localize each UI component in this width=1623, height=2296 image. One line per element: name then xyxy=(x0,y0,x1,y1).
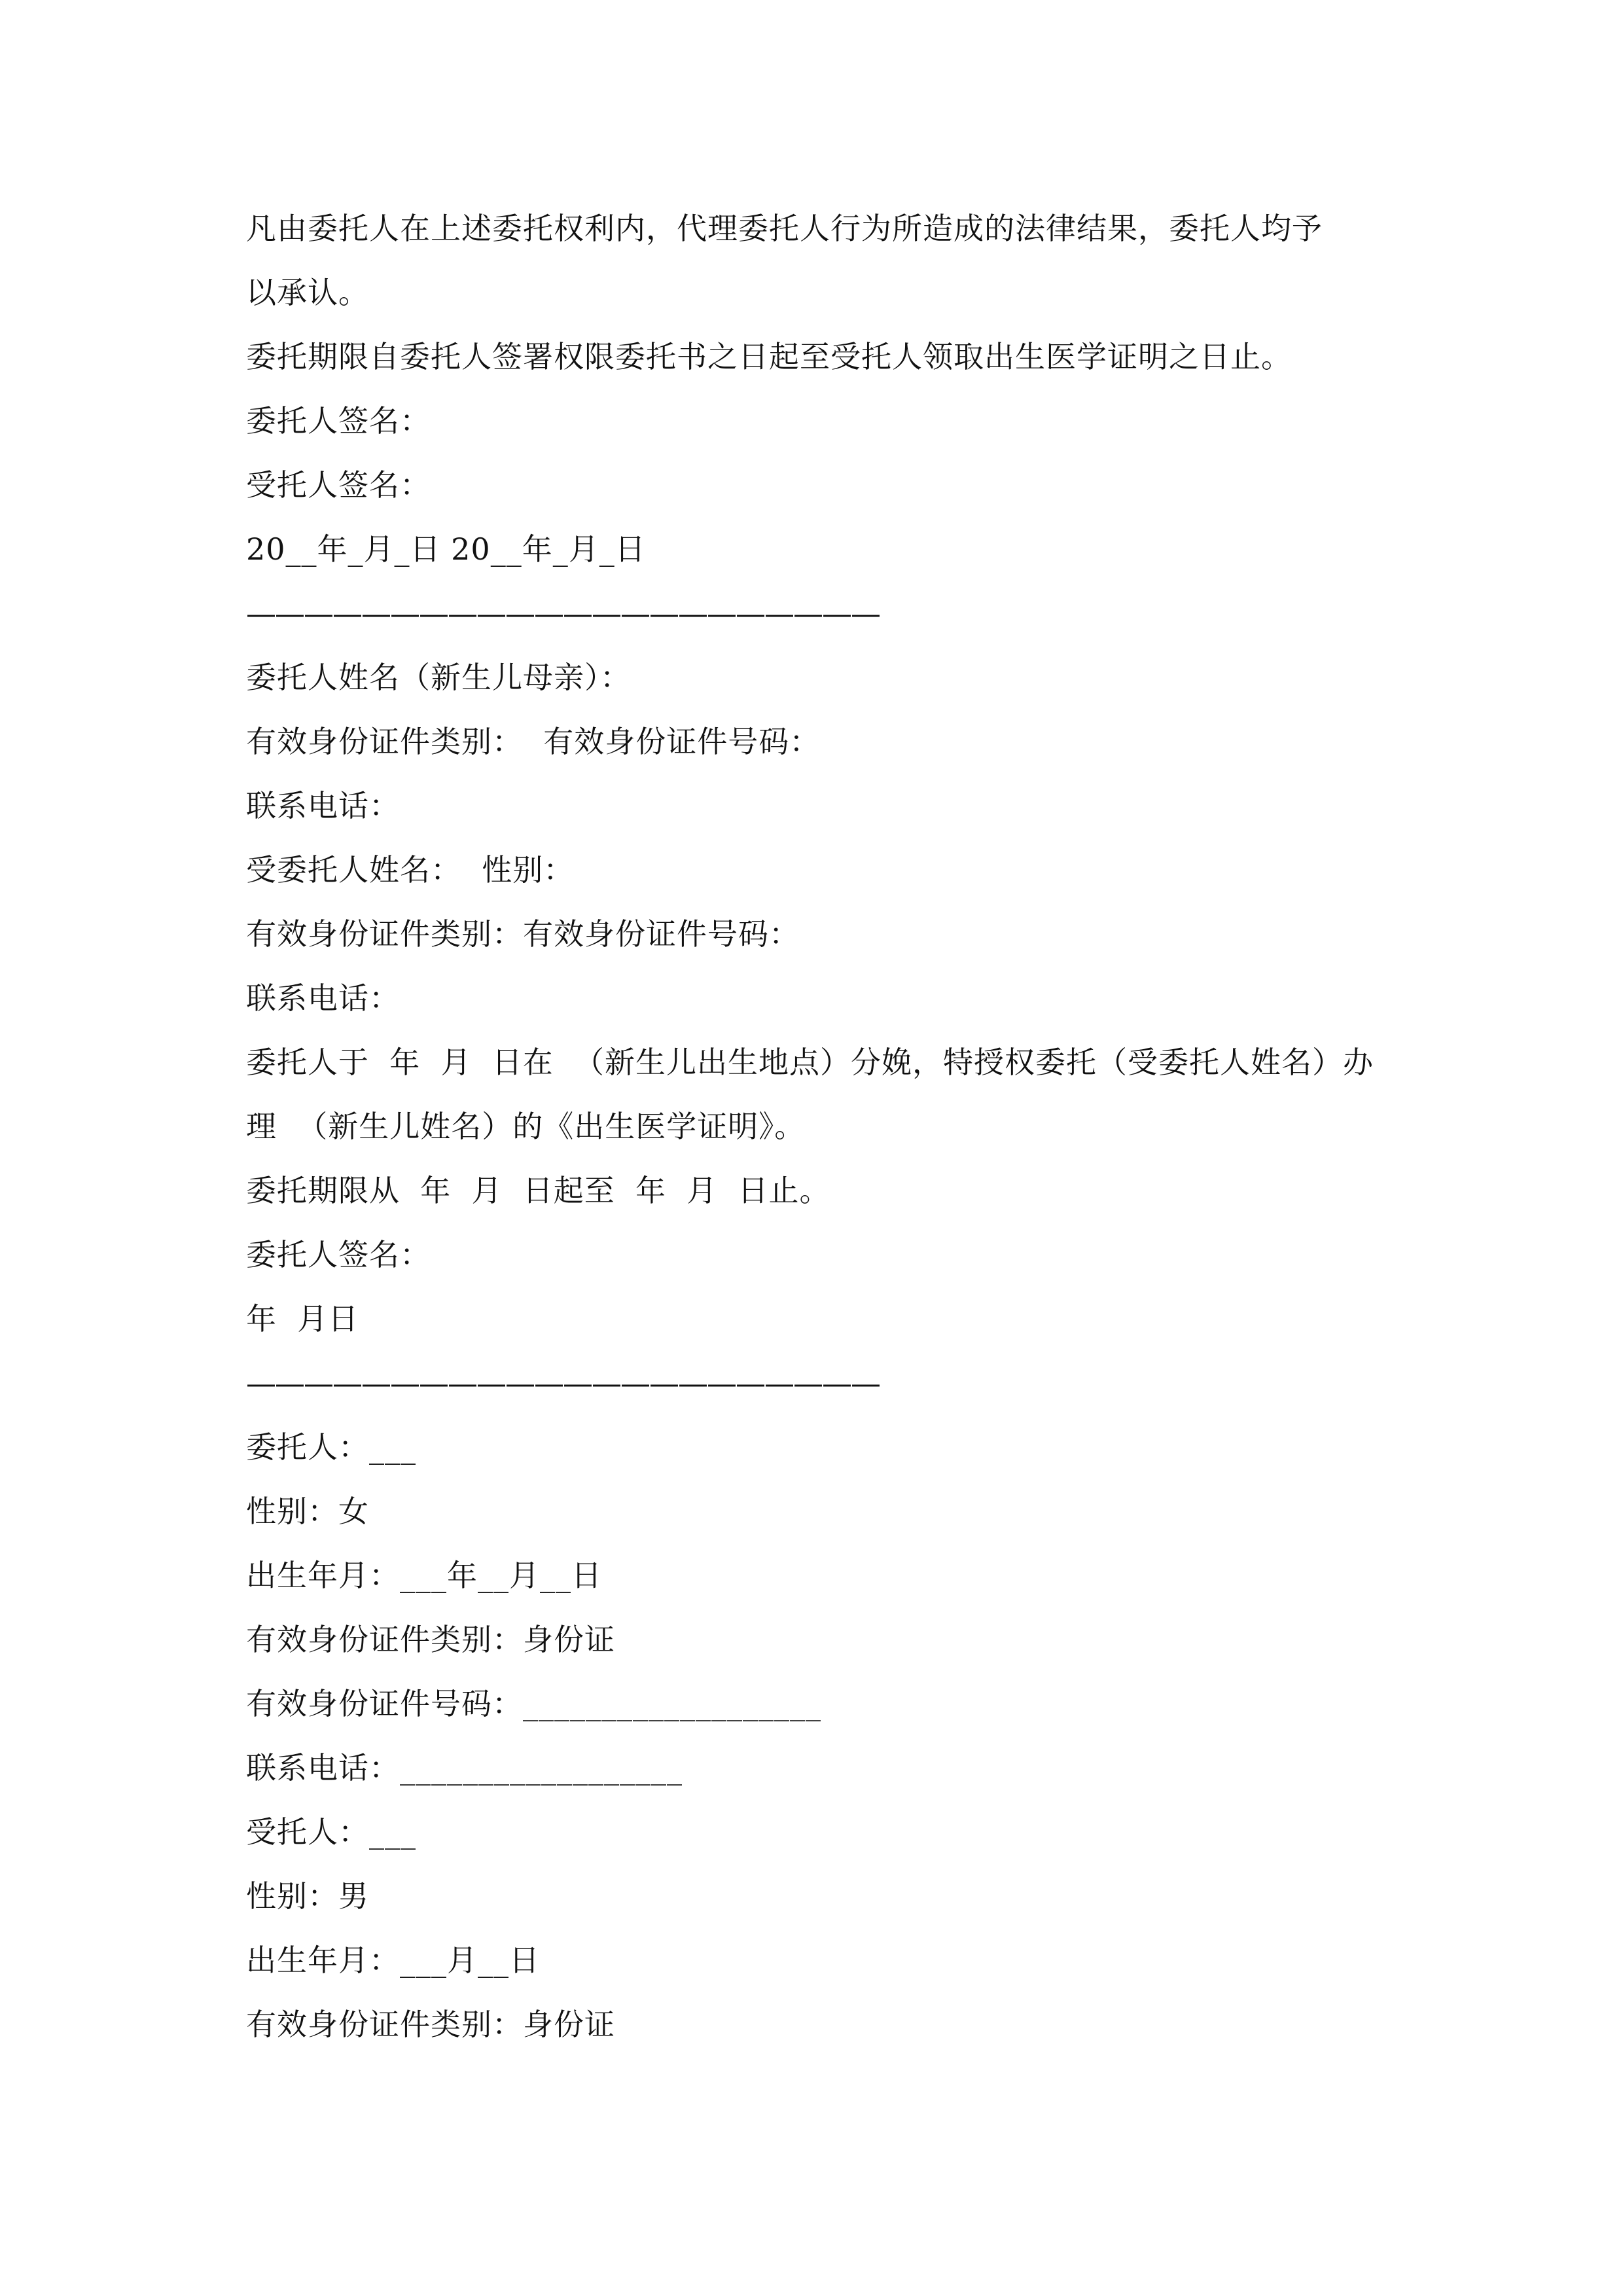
principal-gender-field: 性别：女 xyxy=(246,1494,369,1529)
paragraph-authorization-cont: 理 （新生儿姓名）的《出生医学证明》。 xyxy=(246,1109,806,1144)
agent-gender-field: 性别：男 xyxy=(246,1878,369,1914)
principal-name-label: 委托人姓名（新生儿母亲）： xyxy=(246,660,631,695)
principal-id-number-field: 有效身份证件号码：___________________ xyxy=(246,1686,821,1721)
principal-signature-label-2: 委托人签名： xyxy=(246,1237,431,1272)
agent-birthdate-field: 出生年月：___月__日 xyxy=(246,1943,540,1978)
agent-id-fields: 有效身份证件类别：有效身份证件号码： xyxy=(246,916,800,952)
paragraph-delegation-period: 委托期限自委托人签署权限委托书之日起至受托人领取出生医学证明之日止。 xyxy=(246,339,1292,374)
principal-birthdate-field: 出生年月：___年__月__日 xyxy=(246,1558,602,1593)
delegation-period-dates: 委托期限从 年 月 日起至 年 月 日止。 xyxy=(246,1173,830,1208)
principal-phone-field: 联系电话：__________________ xyxy=(246,1750,683,1785)
section-divider-2: —————————————————————— xyxy=(246,1365,880,1401)
paragraph-authorization: 委托人于 年 月 日在 （新生儿出生地点）分娩，特授权委托（受委托人姓名）办 xyxy=(246,1045,1374,1080)
principal-id-type-field: 有效身份证件类别：身份证 xyxy=(246,1622,615,1657)
agent-signature-label: 受托人签名： xyxy=(246,467,431,503)
signature-date-2: 年 月日 xyxy=(246,1301,359,1336)
paragraph-legal-consequence: 凡由委托人在上述委托权利内，代理委托人行为所造成的法律结果，委托人均予 xyxy=(246,211,1323,246)
section-divider: —————————————————————— xyxy=(246,596,880,631)
signature-dates: 20__年_月_日 20__年_月_日 xyxy=(246,531,646,567)
principal-id-fields: 有效身份证件类别： 有效身份证件号码： xyxy=(246,724,821,759)
paragraph-legal-consequence-cont: 以承认。 xyxy=(246,275,369,310)
agent-phone-label: 联系电话： xyxy=(246,980,400,1016)
principal-field: 委托人：___ xyxy=(246,1429,416,1465)
agent-name-gender-label: 受委托人姓名： 性别： xyxy=(246,852,575,888)
agent-id-type-field: 有效身份证件类别：身份证 xyxy=(246,2007,615,2042)
document-body xyxy=(246,196,1424,2056)
principal-phone-label: 联系电话： xyxy=(246,788,400,823)
principal-signature-label: 委托人签名： xyxy=(246,403,431,439)
agent-field: 受托人：___ xyxy=(246,1814,416,1850)
